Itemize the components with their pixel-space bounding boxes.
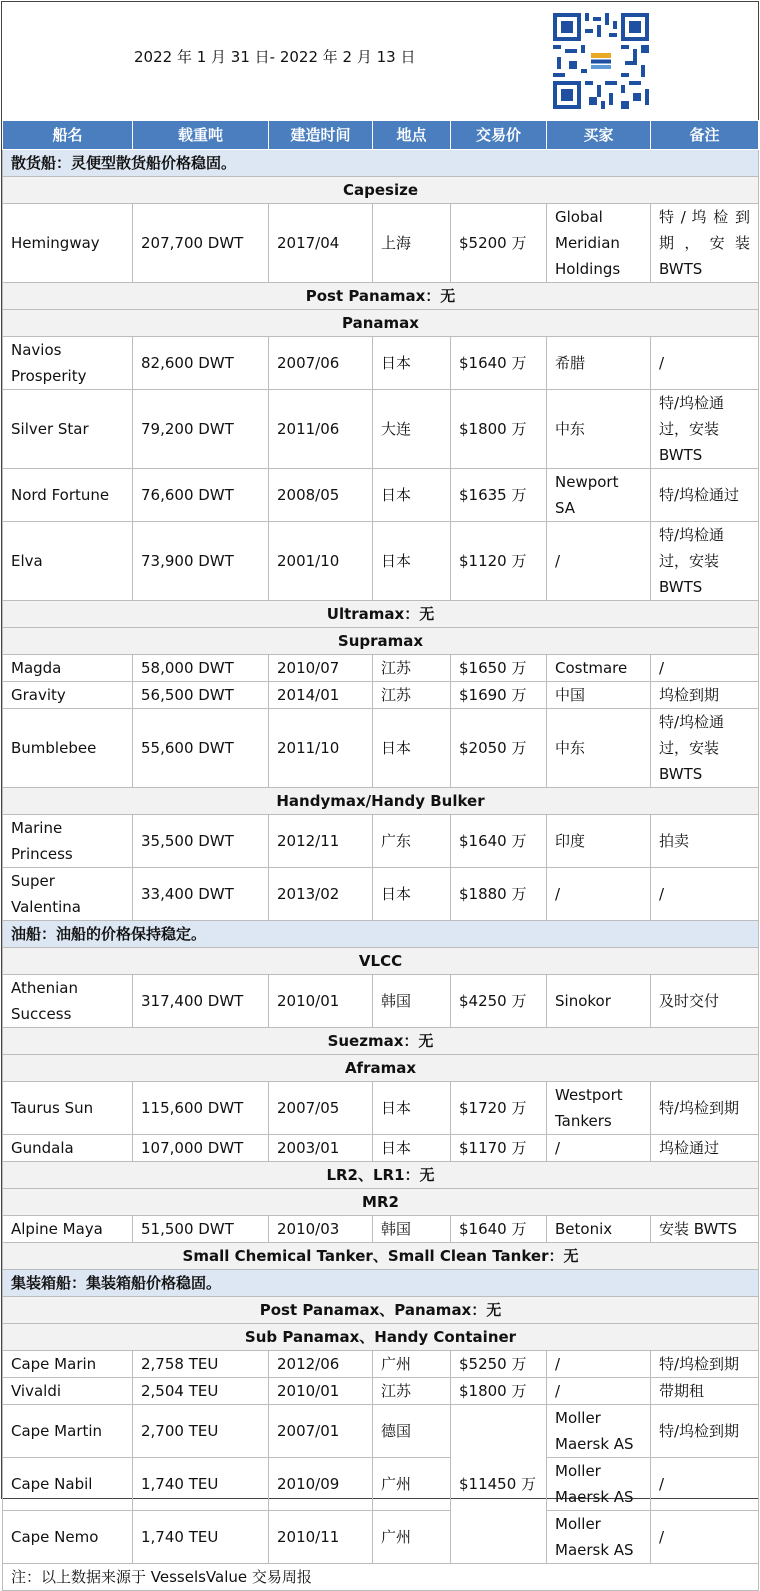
cell-location: 江苏 (373, 1378, 451, 1405)
cell-price: $1640 万 (451, 337, 547, 390)
cell-remark: 特/坞检通过，安装 BWTS (651, 522, 759, 601)
cell-price: $1640 万 (451, 815, 547, 868)
cell-price: $1170 万 (451, 1135, 547, 1162)
cell-built: 2010/11 (269, 1511, 373, 1564)
subsection-title: Post Panamax：无 (3, 283, 759, 310)
table-row (3, 1511, 759, 1564)
cell-dwt: 35,500 DWT (133, 815, 269, 868)
column-header: 买家 (547, 121, 651, 150)
subsection-row (3, 628, 759, 655)
table-row (3, 469, 759, 522)
subsection-row (3, 948, 759, 975)
subsection-title: Supramax (3, 628, 759, 655)
cell-location: 韩国 (373, 1216, 451, 1243)
table-row (3, 1082, 759, 1135)
cell-built: 2003/01 (269, 1135, 373, 1162)
subsection-row (3, 1243, 759, 1270)
report-header (2, 2, 758, 120)
cell-buyer: Westport Tankers (547, 1082, 651, 1135)
cell-buyer: 印度 (547, 815, 651, 868)
cell-remark: 特/坞检通过，安装 BWTS (651, 390, 759, 469)
cell-remark: 特/坞检到期 (651, 1405, 759, 1458)
cell-remark: 带期租 (651, 1378, 759, 1405)
section-row-container (3, 1270, 759, 1297)
cell-vessel: Alpine Maya (3, 1216, 133, 1243)
sale-purchase-table (2, 120, 759, 1591)
cell-remark: 及时交付 (651, 975, 759, 1028)
cell-built: 2008/05 (269, 469, 373, 522)
cell-buyer: Costmare (547, 655, 651, 682)
cell-dwt: 107,000 DWT (133, 1135, 269, 1162)
cell-location: 日本 (373, 469, 451, 522)
table-row (3, 815, 759, 868)
cell-remark: / (651, 337, 759, 390)
cell-built: 2010/03 (269, 1216, 373, 1243)
subsection-title: Small Chemical Tanker、Small Clean Tanker：无 (3, 1243, 759, 1270)
qr-code-icon (553, 13, 649, 109)
cell-location: 广州 (373, 1511, 451, 1564)
cell-remark: 坞检通过 (651, 1135, 759, 1162)
cell-location: 广州 (373, 1458, 451, 1511)
cell-location: 上海 (373, 204, 451, 283)
cell-remark: / (651, 1511, 759, 1564)
subsection-title: VLCC (3, 948, 759, 975)
table-row (3, 1378, 759, 1405)
report-page (1, 1, 759, 1586)
cell-remark: / (651, 1458, 759, 1511)
table-row (3, 1458, 759, 1511)
cell-built: 2010/01 (269, 975, 373, 1028)
table-row (3, 1135, 759, 1162)
table-row (3, 204, 759, 283)
cell-location: 江苏 (373, 655, 451, 682)
cell-vessel: Athenian Success (3, 975, 133, 1028)
table-row (3, 709, 759, 788)
subsection-row (3, 1324, 759, 1351)
cell-remark: 特/坞检到期 (651, 1351, 759, 1378)
table-row (3, 655, 759, 682)
subsection-row (3, 177, 759, 204)
table-header-row (3, 121, 759, 150)
cell-buyer: Betonix (547, 1216, 651, 1243)
cell-price: $1690 万 (451, 682, 547, 709)
cell-location: 日本 (373, 1135, 451, 1162)
cell-vessel: Cape Nabil (3, 1458, 133, 1511)
cell-vessel: Vivaldi (3, 1378, 133, 1405)
cell-remark: 特 / 坞 检 到 期 ， 安 装 BWTS (651, 204, 759, 283)
cell-buyer: 中东 (547, 709, 651, 788)
cell-price: $1650 万 (451, 655, 547, 682)
cell-buyer: / (547, 1135, 651, 1162)
cell-price: $5250 万 (451, 1351, 547, 1378)
table-row (3, 682, 759, 709)
cell-location: 日本 (373, 868, 451, 921)
subsection-title: Suezmax：无 (3, 1028, 759, 1055)
footer-note: 注：以上数据来源于 VesselsValue 交易周报 (3, 1564, 759, 1591)
cell-remark: / (651, 655, 759, 682)
cell-built: 2014/01 (269, 682, 373, 709)
cell-vessel: Super Valentina (3, 868, 133, 921)
cell-vessel: Bumblebee (3, 709, 133, 788)
cell-location: 日本 (373, 709, 451, 788)
cell-location: 广东 (373, 815, 451, 868)
cell-buyer: Moller Maersk AS (547, 1511, 651, 1564)
subsection-row (3, 1028, 759, 1055)
cell-price: $2050 万 (451, 709, 547, 788)
cell-buyer: / (547, 868, 651, 921)
cell-vessel: Cape Martin (3, 1405, 133, 1458)
cell-remark: 安装 BWTS (651, 1216, 759, 1243)
table-row (3, 1351, 759, 1378)
cell-dwt: 1,740 TEU (133, 1458, 269, 1511)
cell-remark: 特/坞检通过，安装 BWTS (651, 709, 759, 788)
cell-buyer: 希腊 (547, 337, 651, 390)
section-title: 集装箱船：集装箱船价格稳固。 (3, 1270, 759, 1297)
subsection-title: Post Panamax、Panamax：无 (3, 1297, 759, 1324)
cell-remark: 特/坞检通过 (651, 469, 759, 522)
section-title: 油船：油船的价格保持稳定。 (3, 921, 759, 948)
subsection-title: Sub Panamax、Handy Container (3, 1324, 759, 1351)
cell-vessel: Hemingway (3, 204, 133, 283)
subsection-row (3, 601, 759, 628)
cell-price: $5200 万 (451, 204, 547, 283)
cell-buyer: Moller Maersk AS (547, 1458, 651, 1511)
subsection-title: Ultramax：无 (3, 601, 759, 628)
subsection-row (3, 1055, 759, 1082)
subsection-title: Aframax (3, 1055, 759, 1082)
cell-remark: 拍卖 (651, 815, 759, 868)
cell-price: $1880 万 (451, 868, 547, 921)
cell-built: 2012/06 (269, 1351, 373, 1378)
cell-dwt: 1,740 TEU (133, 1511, 269, 1564)
column-header: 载重吨 (133, 121, 269, 150)
cell-vessel: Cape Nemo (3, 1511, 133, 1564)
cell-dwt: 58,000 DWT (133, 655, 269, 682)
cell-dwt: 55,600 DWT (133, 709, 269, 788)
cell-buyer: Newport SA (547, 469, 651, 522)
cell-built: 2010/01 (269, 1378, 373, 1405)
cell-price: $1800 万 (451, 1378, 547, 1405)
cell-price: $1800 万 (451, 390, 547, 469)
subsection-title: MR2 (3, 1189, 759, 1216)
cell-location: 韩国 (373, 975, 451, 1028)
cell-built: 2012/11 (269, 815, 373, 868)
column-header: 备注 (651, 121, 759, 150)
cell-remark: 坞检到期 (651, 682, 759, 709)
section-title: 散货船：灵便型散货船价格稳固。 (3, 150, 759, 177)
date-range: 2022 年 1 月 31 日- 2022 年 2 月 13 日 (134, 48, 416, 66)
cell-buyer: 中国 (547, 682, 651, 709)
cell-built: 2010/09 (269, 1458, 373, 1511)
cell-remark: 特/坞检到期 (651, 1082, 759, 1135)
cell-vessel: Elva (3, 522, 133, 601)
cell-vessel: Cape Marin (3, 1351, 133, 1378)
cell-location: 日本 (373, 1082, 451, 1135)
cell-built: 2011/06 (269, 390, 373, 469)
cell-vessel: Magda (3, 655, 133, 682)
cell-dwt: 51,500 DWT (133, 1216, 269, 1243)
footer-row (3, 1564, 759, 1591)
cell-built: 2007/01 (269, 1405, 373, 1458)
subsection-row (3, 1297, 759, 1324)
subsection-title: Handymax/Handy Bulker (3, 788, 759, 815)
cell-built: 2010/07 (269, 655, 373, 682)
cell-vessel: Navios Prosperity (3, 337, 133, 390)
cell-built: 2017/04 (269, 204, 373, 283)
cell-buyer: Global Meridian Holdings (547, 204, 651, 283)
cell-remark: / (651, 868, 759, 921)
table-row (3, 390, 759, 469)
cell-dwt: 56,500 DWT (133, 682, 269, 709)
cell-dwt: 207,700 DWT (133, 204, 269, 283)
cell-buyer: 中东 (547, 390, 651, 469)
cell-dwt: 2,700 TEU (133, 1405, 269, 1458)
cell-built: 2013/02 (269, 868, 373, 921)
column-header: 建造时间 (269, 121, 373, 150)
cell-dwt: 82,600 DWT (133, 337, 269, 390)
cell-location: 广州 (373, 1351, 451, 1378)
cell-dwt: 2,504 TEU (133, 1378, 269, 1405)
cell-location: 德国 (373, 1405, 451, 1458)
column-header: 船名 (3, 121, 133, 150)
table-row (3, 522, 759, 601)
subsection-row (3, 1189, 759, 1216)
cell-price: $1720 万 (451, 1082, 547, 1135)
cell-buyer: / (547, 1378, 651, 1405)
cell-location: 大连 (373, 390, 451, 469)
subsection-title: Capesize (3, 177, 759, 204)
table-row (3, 1405, 759, 1458)
table-row (3, 868, 759, 921)
column-header: 交易价 (451, 121, 547, 150)
table-row (3, 1216, 759, 1243)
cell-built: 2007/06 (269, 337, 373, 390)
column-header: 地点 (373, 121, 451, 150)
cell-buyer: / (547, 522, 651, 601)
subsection-row (3, 788, 759, 815)
subsection-title: LR2、LR1：无 (3, 1162, 759, 1189)
cell-location: 日本 (373, 337, 451, 390)
cell-buyer: / (547, 1351, 651, 1378)
cell-vessel: Silver Star (3, 390, 133, 469)
cell-vessel: Taurus Sun (3, 1082, 133, 1135)
subsection-row (3, 310, 759, 337)
subsection-title: Panamax (3, 310, 759, 337)
cell-vessel: Gundala (3, 1135, 133, 1162)
cell-price: $1640 万 (451, 1216, 547, 1243)
cell-built: 2011/10 (269, 709, 373, 788)
cell-dwt: 115,600 DWT (133, 1082, 269, 1135)
table-row (3, 337, 759, 390)
table-row (3, 975, 759, 1028)
cell-location: 江苏 (373, 682, 451, 709)
cell-built: 2001/10 (269, 522, 373, 601)
cell-price: $4250 万 (451, 975, 547, 1028)
cell-dwt: 73,900 DWT (133, 522, 269, 601)
cell-dwt: 33,400 DWT (133, 868, 269, 921)
section-row-bulk (3, 150, 759, 177)
cell-vessel: Marine Princess (3, 815, 133, 868)
subsection-row (3, 1162, 759, 1189)
cell-dwt: 2,758 TEU (133, 1351, 269, 1378)
cell-location: 日本 (373, 522, 451, 601)
cell-price: $1635 万 (451, 469, 547, 522)
cell-buyer: Sinokor (547, 975, 651, 1028)
cell-dwt: 76,600 DWT (133, 469, 269, 522)
cell-vessel: Gravity (3, 682, 133, 709)
cell-price: $1120 万 (451, 522, 547, 601)
cell-dwt: 317,400 DWT (133, 975, 269, 1028)
cell-buyer: Moller Maersk AS (547, 1405, 651, 1458)
section-row-tanker (3, 921, 759, 948)
subsection-row (3, 283, 759, 310)
cell-price-combined: $11450 万 (451, 1405, 547, 1564)
cell-dwt: 79,200 DWT (133, 390, 269, 469)
cell-vessel: Nord Fortune (3, 469, 133, 522)
cell-built: 2007/05 (269, 1082, 373, 1135)
